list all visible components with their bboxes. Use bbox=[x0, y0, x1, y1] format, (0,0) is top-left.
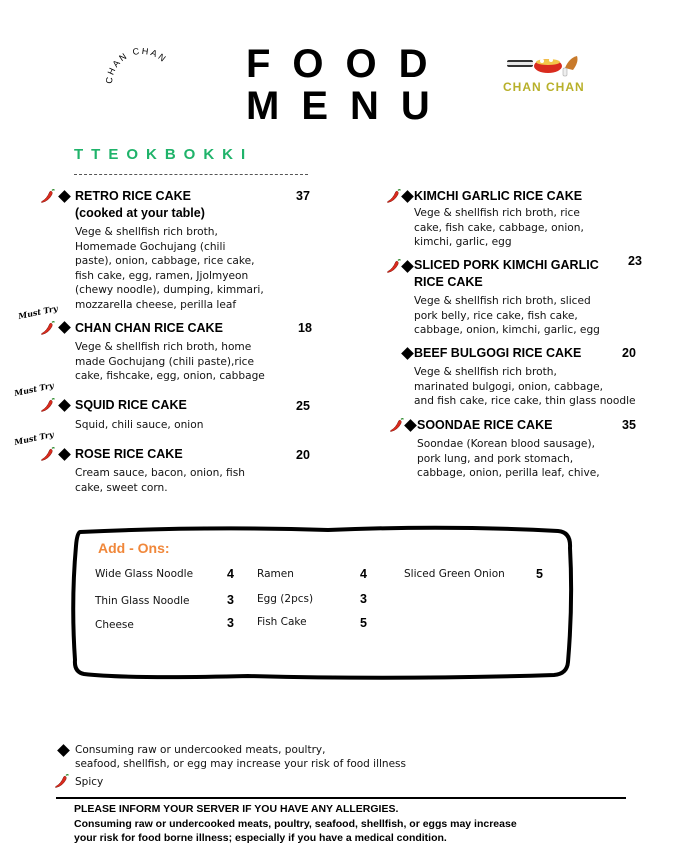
diamond-icon bbox=[58, 321, 71, 334]
item-price-soondae: 35 bbox=[622, 418, 636, 432]
addon-name: Thin Glass Noodle bbox=[95, 595, 190, 607]
item-desc-squid: Squid, chili sauce, onion bbox=[75, 419, 204, 431]
footer-warning-line2: your risk for food borne illness; especially if you have a medical condition. bbox=[74, 832, 447, 844]
item-name-kimchi-garlic: KIMCHI GARLIC RICE CAKE bbox=[414, 189, 583, 203]
brand-right-logo-icon bbox=[503, 50, 583, 80]
item-price-retro: 37 bbox=[296, 189, 310, 203]
addon-price: 3 bbox=[227, 616, 234, 630]
must-try-badge: Must Try bbox=[13, 428, 55, 448]
addon-name: Cheese bbox=[95, 619, 134, 631]
footer-warning-line1: Consuming raw or undercooked meats, poultry, seafood, shellfish, or eggs may increase bbox=[74, 818, 517, 830]
item-price-rose: 20 bbox=[296, 448, 310, 462]
page-title-line1: FOOD bbox=[246, 42, 450, 86]
must-try-badge: Must Try bbox=[13, 379, 55, 399]
footer-divider bbox=[56, 797, 626, 799]
diamond-icon bbox=[58, 448, 71, 461]
item-desc-bulgogi: Vege & shellfish rich broth, marinated bulgogi, onion, cabbage, and fish cake, rice cake, thin glass noodle bbox=[414, 366, 636, 407]
addon-price: 3 bbox=[227, 593, 234, 607]
chili-icon bbox=[389, 417, 405, 433]
item-desc-chanchan: Vege & shellfish rich broth, home made Gochujang (chili paste),rice cake, fishcake, egg, onion, cabbage bbox=[75, 341, 265, 382]
footer-allergy-notice: PLEASE INFORM YOUR SERVER IF YOU HAVE ANY ALLERGIES. bbox=[74, 803, 399, 815]
diamond-icon bbox=[401, 347, 414, 360]
section-divider bbox=[74, 174, 308, 175]
chili-icon bbox=[54, 773, 70, 789]
item-desc-pork-kimchi: Vege & shellfish rich broth, sliced pork belly, rice cake, fish cake, cabbage, onion, kimchi, garlic, egg bbox=[414, 295, 600, 336]
item-desc-retro: Vege & shellfish rich broth, Homemade Gochujang (chili paste), onion, cabbage, rice cake, fish cake, egg, ramen, Jjolmyeon (chewy noodle), dumping, kimmari, mozzarella cheese, perilla leaf bbox=[75, 226, 264, 311]
item-desc-kimchi-garlic: Vege & shellfish rich broth, rice cake, fish cake, cabbage, onion, kimchi, garlic, egg bbox=[414, 207, 584, 248]
page-title-line2: MENU bbox=[246, 84, 452, 128]
addons-title: Add - Ons: bbox=[98, 540, 170, 556]
addon-price: 5 bbox=[360, 616, 367, 630]
addon-name: Egg (2pcs) bbox=[257, 593, 314, 605]
item-name-pork-kimchi-sub: RICE CAKE bbox=[414, 275, 483, 289]
addon-name: Sliced Green Onion bbox=[404, 568, 505, 580]
item-desc-rose: Cream sauce, bacon, onion, fish cake, sweet corn. bbox=[75, 467, 245, 494]
item-name-retro: RETRO RICE CAKE bbox=[75, 189, 191, 203]
legend-chili-text: Spicy bbox=[75, 776, 104, 788]
item-price-squid: 25 bbox=[296, 399, 310, 413]
item-desc-soondae: Soondae (Korean blood sausage), pork lung, and pork stomach, cabbage, onion, perilla leaf, chive, bbox=[417, 438, 600, 479]
chili-icon bbox=[386, 258, 402, 274]
diamond-icon bbox=[57, 744, 70, 757]
svg-text:CHAN CHAN bbox=[104, 48, 169, 84]
diamond-icon bbox=[404, 419, 417, 432]
chili-icon bbox=[40, 446, 56, 462]
chili-icon bbox=[40, 320, 56, 336]
chili-icon bbox=[40, 397, 56, 413]
chili-icon bbox=[386, 188, 402, 204]
addon-price: 4 bbox=[227, 567, 234, 581]
item-name-squid: SQUID RICE CAKE bbox=[75, 398, 187, 412]
item-price-chanchan: 18 bbox=[298, 321, 312, 335]
section-title: TTEOKBOKKI bbox=[74, 146, 254, 163]
item-name-soondae: SOONDAE RICE CAKE bbox=[417, 418, 553, 432]
item-name-rose: ROSE RICE CAKE bbox=[75, 447, 183, 461]
addon-price: 3 bbox=[360, 592, 367, 606]
diamond-icon bbox=[58, 190, 71, 203]
legend-diamond-text-2: seafood, shellfish, or egg may increase your risk of food illness bbox=[75, 758, 406, 770]
chili-icon bbox=[40, 188, 56, 204]
item-name-chanchan: CHAN CHAN RICE CAKE bbox=[75, 321, 223, 335]
must-try-badge: Must Try bbox=[17, 302, 59, 322]
addon-name: Ramen bbox=[257, 568, 294, 580]
brand-right-text: CHAN CHAN bbox=[503, 80, 585, 94]
diamond-icon bbox=[401, 260, 414, 273]
brand-left-logo bbox=[102, 48, 182, 88]
item-name-retro-sub: (cooked at your table) bbox=[75, 206, 205, 220]
addon-price: 4 bbox=[360, 567, 367, 581]
addon-price: 5 bbox=[536, 567, 543, 581]
item-price-bulgogi: 20 bbox=[622, 346, 636, 360]
addon-name: Fish Cake bbox=[257, 616, 307, 628]
item-price-pork-kimchi: 23 bbox=[628, 254, 642, 268]
diamond-icon bbox=[58, 399, 71, 412]
brand-left-text: CHAN CHAN bbox=[103, 48, 170, 85]
item-name-pork-kimchi: SLICED PORK KIMCHI GARLIC bbox=[414, 258, 599, 272]
item-name-bulgogi: BEEF BULGOGI RICE CAKE bbox=[414, 346, 582, 360]
addon-name: Wide Glass Noodle bbox=[95, 568, 194, 580]
diamond-icon bbox=[401, 190, 414, 203]
legend-diamond-text: Consuming raw or undercooked meats, poultry, bbox=[75, 744, 326, 756]
